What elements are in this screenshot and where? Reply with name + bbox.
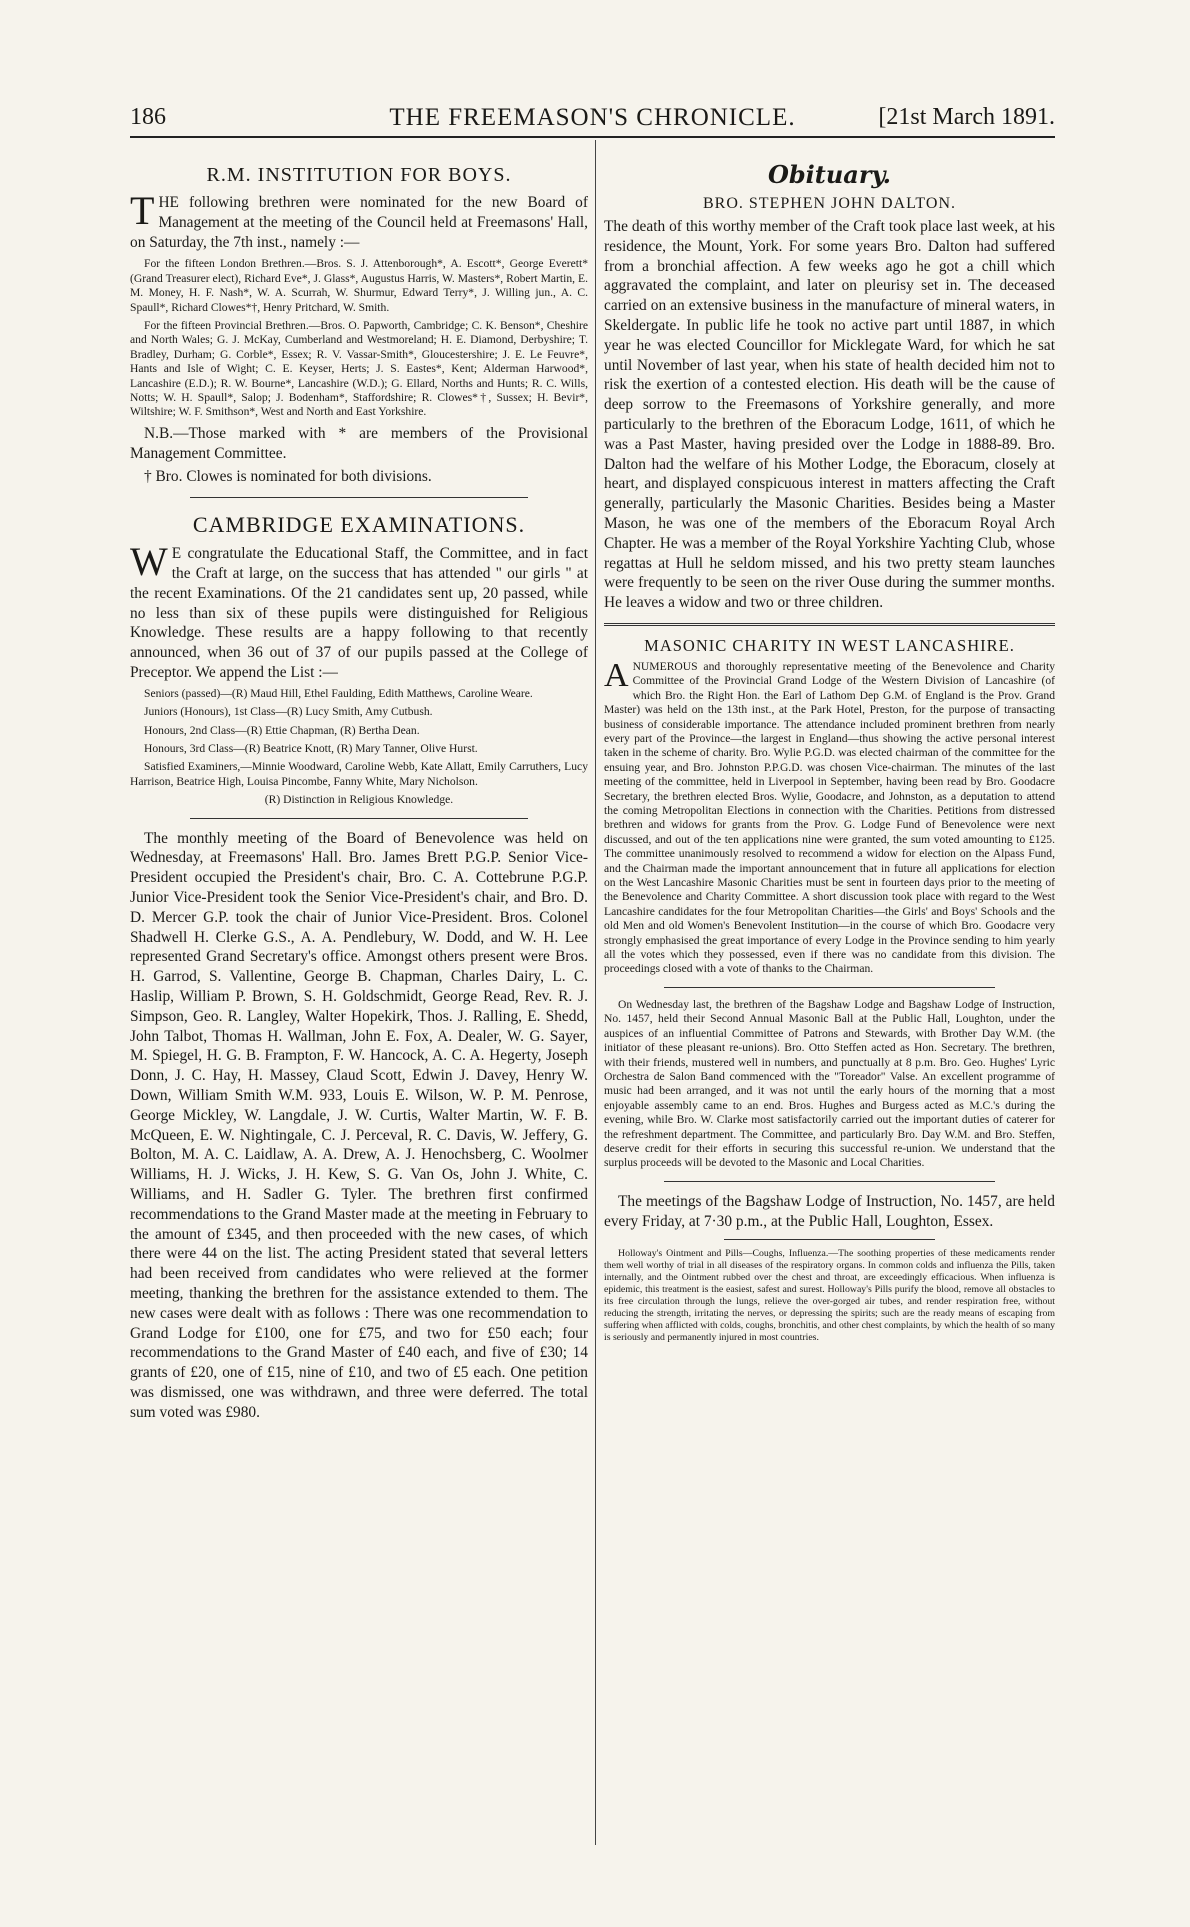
- section-separator: [604, 623, 1055, 626]
- benevolence-report: The monthly meeting of the Board of Benevolence was held on Wednesday, at Freemasons' Hall. Bro. James Brett P.G.P. Senior Vice-President occupied the President's chair, Bro. C. A. Cottebrune P.G.P. Junior Vice-President took the Senior Vice-President's chair, and Bro. D. D. Mercer G.P. took the chair of Junior Vice-President. Bros. Colonel Shadwell H. Clerke G.S., A. A. Pendlebury, W. Dodd, and W. H. Lee represented Grand Secretary's office. Amongst others present were Bros. H. Garrod, S. Vallentine, George B. Chapman, Charles Dairy, L. C. Haslip, William P. Brown, S. H. Goldschmidt, George Read, Rev. R. J. Simpson, Geo. R. Langley, Walter Hopekirk, Thos. J. Ralling, E. Shedd, John Talbot, Thomas H. Wallman, John E. Fox, A. Dealer, W. G. Sayer, M. Spiegel, H. G. B. Frampton, F. W. Hancock, A. C. A. Hegerty, Joseph Donn, J. C. Hay, H. Massey, Claud Scott, Edwin J. Davey, Henry W. Down, William Smith W.M. 933, Louis E. Wilson, W. P. M. Penrose, George Mickley, W. Langdale, J. W. Curtis, Walter Martin, W. F. B. McQueen, E. W. Nightingale, C. J. Perceval, R. C. Davis, W. Jeffery, G. Bolton, M. A. C. Laidlaw, A. A. Drew, A. J. Henochsberg, C. Woolmer Williams, H. J. Wicks, J. H. Kew, S. G. Van Os, John J. White, C. Williams, and H. Sadler G. Tyler. The brethren first confirmed recommendations to the Grand Master made at the meeting in February to the amount of £345, and then proceeded with the new cases, of which there were 44 on the list. The acting President stated that several letters had been received from candidates who were relieved at the former meeting, thanking the brethren for the assistance extended to them. The new cases were dealt with as follows : There was one recommendation to Grand Lodge for £100, one for £75, and two for £50 each; four recommendations to the Grand Master of £40 each, and five of £30; 14 grants of £20, one of £15, nine of £10, and two of £5 each. One petition was dismissed, one was withdrawn, and three were deferred. The total sum voted was £980.: [130, 829, 588, 1421]
- holloway-advert: Holloway's Ointment and Pills—Coughs, Influenza.—The soothing properties of these medicaments render them well worthy of trial in all diseases of the respiratory organs. In common colds and influenza the Pills, taken internally, and the Ointment rubbed over the chest and throat, are exceedingly efficacious. When influenza is epidemic, this treatment is the easiest, safest and surest. Holloway's Pills purify the blood, remove all obstacles to its free circulation through the lungs, relieve the over-gorged air tubes, and render respiration free, without reducing the strength, irritating the nerves, or depressing the spirits; such are the ready means of escaping from suffering when afflicted with colds, coughs, bronchitis, and other chest complaints, by which the health of so many is seriously and permanently injured in most countries.: [604, 1248, 1056, 1344]
- section-separator: [724, 1239, 935, 1240]
- cambridge-intro-paragraph: [130, 539, 588, 683]
- cambridge-heading: CAMBRIDGE EXAMINATIONS.: [192, 512, 526, 538]
- rmi-provincial-list: For the fifteen Provincial Brethren.—Bros. O. Papworth, Cambridge; C. K. Benson*, Cheshire and North Wales; G. J. McKay, Cumberland and Westmoreland; H. E. Diamond, Derbyshire; T. Bradley, Durham; G. Corble*, Essex; R. V. Vassar-Smith*, Gloucestershire; J. E. Le Feuvre*, Hants and Isle of Wight; C. E. Keyser, Herts; J. S. Eastes*, Kent; Alderman Harwood*, Lancashire (E.D.); R. W. Bourne*, Lancashire (W.D.); G. Ellard, Norths and Hunts; R. C. Wills, Notts; W. H. Spaull*, Salop; J. Bodenham*, Staffordshire; R. Clowes*†, Sussex; H. Bevir*, Wiltshire; W. F. Smithson*, West and North and East Yorkshire.: [130, 319, 588, 419]
- rmi-intro-text: HE following brethren were nominated for the new Board of Management at the meeting of the Council held at Freemasons' Hall, on Saturday, the 7th inst., namely :—: [130, 194, 588, 251]
- cambridge-intro-text: E congratulate the Educational Staff, the Committee, and in fact the Craft at large, on the success that has attended " our girls " at the recent Examinations. Of the 21 candidates sent up, 20 passed, while no less than six of these pupils were distinguished for Religious Knowledge. These results are a happy following to that recently announced, when 36 out of 37 of our pupils passed at the College of Preceptor. We append the List :—: [130, 545, 588, 682]
- cambridge-honours-3: Honours, 3rd Class—(R) Beatrice Knott, (R) Mary Tanner, Olive Hurst.: [144, 742, 478, 756]
- column-divider: [595, 140, 596, 1845]
- bagshaw-meetings-notice: The meetings of the Bagshaw Lodge of Instruction, No. 1457, are held every Friday, at 7·30 p.m., at the Public Hall, Loughton, Essex.: [604, 1192, 1055, 1230]
- section-separator: [664, 1181, 995, 1182]
- section-separator: [190, 818, 528, 819]
- issue-date: [21st March 1891.: [878, 104, 1055, 130]
- cambridge-distinction-note: (R) Distinction in Religious Knowledge.: [264, 793, 454, 807]
- cambridge-juniors: Juniors (Honours), 1st Class—(R) Lucy Smith, Amy Cutbush.: [144, 705, 433, 719]
- rmi-nb: N.B.—Those marked with * are members of the Provisional Management Committee.: [130, 424, 588, 462]
- cambridge-honours-2: Honours, 2nd Class—(R) Ettie Chapman, (R) Bertha Dean.: [144, 723, 420, 737]
- rmi-dagger-note: † Bro. Clowes is nominated for both divisions.: [144, 468, 432, 486]
- cambridge-seniors: Seniors (passed)—(R) Maud Hill, Ethel Faulding, Edith Matthews, Caroline Weare.: [144, 686, 533, 700]
- page-number: 186: [130, 104, 166, 130]
- charity-heading: MASONIC CHARITY IN WEST LANCASHIRE.: [644, 635, 1015, 655]
- left-column: [130, 150, 588, 1427]
- rmi-london-list: For the fifteen London Brethren.—Bros. S. J. Attenborough*, A. Escott*, George Everett* (Grand Treasurer elect), Richard Eve*, J. Glass*, Augustus Harris, W. Masters*, Robert Martin, E. M. Money, H. F. Nash*, W. A. Scurrah, W. Shurmur, Edward Terry*, J. Willing jun., A. C. Spaull*, Richard Clowes*†, Henry Pritchard, W. Smith.: [130, 257, 588, 314]
- section-separator: [190, 497, 528, 498]
- rmi-dropcap: T: [130, 188, 155, 233]
- charity-dropcap: A: [604, 656, 629, 694]
- newspaper-title: THE FREEMASON'S CHRONICLE.: [389, 104, 796, 131]
- rmi-intro-paragraph: [130, 188, 588, 252]
- masthead-rule: [130, 136, 1055, 138]
- cambridge-satisfied: Satisfied Examiners,—Minnie Woodward, Caroline Webb, Kate Allatt, Emily Carruthers, Lucy Harrison, Beatrice High, Louisa Pincombe, Fanny White, Mary Nicholson.: [130, 760, 588, 788]
- obituary-text: The death of this worthy member of the Craft took place last week, at his residence, the Mount, York. For some years Bro. Dalton had suffered from a bronchial affection. A few weeks ago he got a chill which aggravated the complaint, and later on pleurisy set in. The deceased carried on an extensive business in the manufacture of mineral waters, in Skeldergate. In public life he took no active part until 1887, in which year he was elected Councillor for Micklegate Ward, for which he sat until November of last year, when his state of health decided him not to risk the exertion of a contested election. His death will be the cause of deep sorrow to the Freemasons of Yorkshire generally, and more particularly to the brethren of the Eboracum Lodge, 1611, of which he was a Past Master, having presided over the Lodge in 1888-89. Bro. Dalton had the welfare of his Mother Lodge, the Eboracum, closely at heart, and displayed conspicuous interest in matters affecting the Craft generally, particularly the Masonic Charities. Besides being a Master Mason, he was one of the members of the Eboracum Royal Arch Chapter. He was a member of the Royal Yorkshire Yachting Club, whose regattas at Hull he seldom missed, and his two pretty steam launches were frequently to be seen on the river Ouse during the summer months. He leaves a widow and two or three children.: [604, 218, 1055, 612]
- charity-paragraph: [604, 656, 1055, 977]
- section-separator: [664, 987, 995, 988]
- obituary-subheading: BRO. STEPHEN JOHN DALTON.: [702, 195, 957, 212]
- cambridge-dropcap: W: [130, 539, 168, 585]
- bagshaw-ball-report: On Wednesday last, the brethren of the Bagshaw Lodge and Bagshaw Lodge of Instruction, No. 1457, held their Second Annual Masonic Ball at the Public Hall, Loughton, under the auspices of an influential Committee of Patrons and Stewards, with Brother Day W.M. (the initiator of these pleasant re-unions). Bro. Otto Steffen acted as Hon. Secretary. The brethren, with their friends, mustered well in numbers, and punctually at 8 p.m. Bro. Geo. Hughes' Lyric Orchestra de Salon Band commenced with the "Toreador" Valse. An excellent programme of music had been arranged, and it was not until the early hours of the morning that a most enjoyable assembly came to an end. Bros. Hughes and Burgess acted as M.C.'s during the evening, while Bro. W. Clarke most satisfactorily carried out the important duties of caterer for the refreshment department. The Committee, and particularly Bro. Day W.M. and Bro. Steffen, deserve credit for their efforts in securing this successful re-union. We understand that the surplus proceeds will be devoted to the Masonic and Local Charities.: [604, 997, 1055, 1170]
- rmi-heading: R.M. INSTITUTION FOR BOYS.: [206, 164, 512, 186]
- charity-text: NUMEROUS and thoroughly representative meeting of the Benevolence and Charity Committee of the Provincial Grand Lodge of the Western Division of Lancashire (of which Bro. the Right Hon. the Earl of Lathom Dep G.M. of England is the Prov. Grand Master) was held on the 13th inst., at the Park Hotel, Preston, for the purpose of transacting business of considerable importance. The attendance included prominent brethren from nearly every part of the Province—the largest in England—thus showing the active personal interest taken in the scheme of charity. Bro. Wylie P.G.D. was elected chairman of the committee for the ensuing year, and Bro. Johnston P.P.G.D. was chosen Vice-chairman. The minutes of the last meeting of the committee, held in Liverpool in September, having been read by Bro. Goodacre Secretary, the brethren elected Bros. Wylie, Goodacre, and Johnston, as a deputation to attend the coming Metropolitan Elections in connection with the Charities. Petitions from distressed brethren and widows for grants from the Prov. G. Lodge Fund of Benevolence were next discussed, and out of the ten applications nine were granted, the sum voted amounting to £125. The committee unanimously resolved to recommend a widow for election on the Alpass Fund, and the Chairman made the important announcement that in future all applications for election on the West Lancashire Masonic Charities must be sent in fourteen days prior to the meeting of the Benevolence and Charity Committee. A short discussion took place with regard to the West Lancashire candidates for the four Metropolitan Charities—the Girls' and Boys' Schools and the old Men and old Women's Benevolent Institution—in the course of which Bro. Goodacre very strongly emphasised the great importance of every Lodge in the Province sending to him yearly all the votes which they possessed, even if there was no candidate from this division. The proceedings closed with a vote of thanks to the Chairman.: [604, 659, 1055, 976]
- masthead: [130, 100, 1055, 134]
- obituary-heading: Obituary.: [767, 160, 892, 189]
- right-column: [604, 150, 1055, 1348]
